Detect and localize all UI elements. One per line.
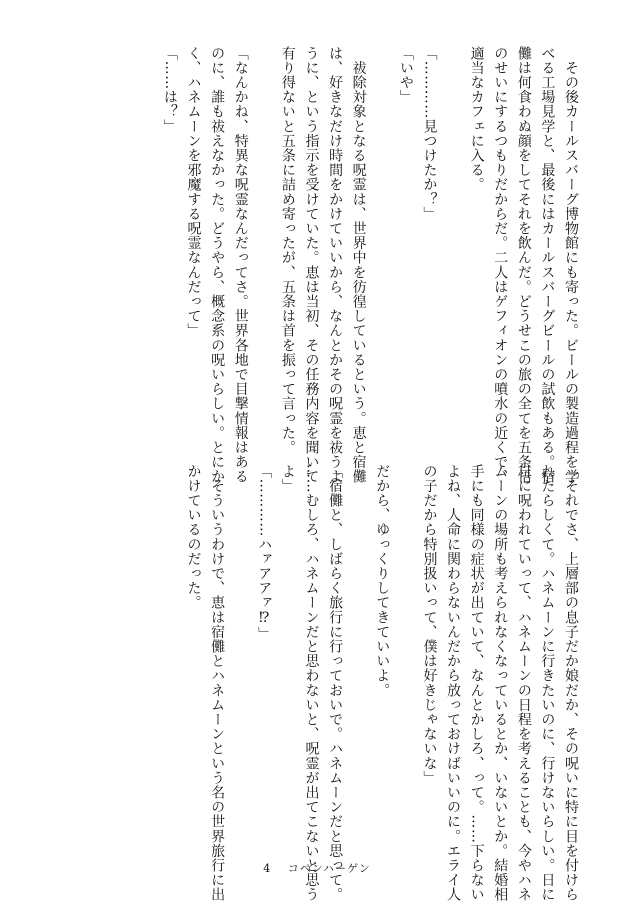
text-line: ……むしろ、ハネムーンだと思わないと、呪霊が出てこないと思う xyxy=(303,464,320,902)
text-line: 儺は何食わぬ顔をしてそれを飲んだ。どうせこの旅の全てを五条悟 xyxy=(515,46,532,484)
text-line xyxy=(228,464,252,824)
text-line: 「……は？」 xyxy=(161,46,178,134)
text-line xyxy=(346,464,370,824)
page-footer xyxy=(0,860,634,876)
text-line xyxy=(370,46,394,406)
text-line: かけているのだった。 xyxy=(185,464,202,610)
text-block-upper xyxy=(157,46,582,484)
text-line: よね、人命に関わらないんだから放っておけばいいのに。エライ人 xyxy=(445,464,462,902)
text-line xyxy=(252,46,276,406)
text-line: く、ハネムーンを邪魔する呪霊なんだって」 xyxy=(185,46,202,338)
text-line: うに、という指示を受けていた。恵は当初、その任務内容を聞いて xyxy=(303,46,320,484)
text-line: 祓除対象となる呪霊は、世界中を彷徨しているという。恵と宿儺 xyxy=(350,46,367,484)
text-line: そういうわけで、恵は宿儺とハネムーンという名の世界旅行に出 xyxy=(209,464,226,902)
page-number: 4 xyxy=(263,862,272,875)
text-line: 日に呪われていって、ハネムーンの日程を考えることも、今やハネ xyxy=(515,464,532,902)
text-line: 「それでさ、上層部の息子だか娘だか、その呪いに特に目を付けら xyxy=(563,464,579,902)
text-line: れたらしくて。ハネムーンに行きたいのに、行けないらしい。日に xyxy=(539,464,556,902)
text-line: のせいにするつもりだからだ。二人はゲフィオンの噴水の近くで、 xyxy=(492,46,509,484)
chapter-title: コペンハーゲン xyxy=(287,862,371,875)
text-line: ムーンの場所も考えられなくなっているとか、いないとか。結婚相 xyxy=(492,464,509,902)
text-line: 「…………ハァアアァ⁉」 xyxy=(256,464,273,642)
text-line: 「…………見つけたか？」 xyxy=(421,46,438,222)
text-line: よ」 xyxy=(279,464,296,494)
text-line: 「宿儺と、しばらく旅行に行っておいで。ハネムーンだと思って。 xyxy=(327,464,344,902)
text-line: は、好きなだけ時間をかけていいから、なんとかその呪霊を祓うよ xyxy=(327,46,344,484)
text-line: の子だから特別扱いって、僕は好きじゃないな」 xyxy=(421,464,438,786)
text-line: 「なんかね、特異な呪霊なんだってさ。世界各地で目撃情報はある xyxy=(232,46,249,484)
text-line: 適当なカフェに入る。 xyxy=(468,46,485,192)
text-line: だから、ゆっくりしてきていいよ。 xyxy=(374,464,391,698)
text-line: 「いや」 xyxy=(397,46,414,105)
text-line: 有り得ないと五条に詰め寄ったが、五条は首を振って言った。 xyxy=(279,46,296,455)
text-line: その後カールスバーグ博物館にも寄った。ビールの製造過程を学 xyxy=(563,46,579,484)
text-line: 手にも同様の症状が出ていて、なんとかしろ、って。……下らない xyxy=(468,464,485,902)
text-line: のに、誰も祓えなかった。どうやら、概念系の呪いらしい。とにか xyxy=(209,46,226,484)
text-line xyxy=(440,46,464,406)
text-line xyxy=(393,464,417,824)
text-line: べる工場見学と、最後にはカールスバーグビールの試飲もある。宿 xyxy=(539,46,556,484)
